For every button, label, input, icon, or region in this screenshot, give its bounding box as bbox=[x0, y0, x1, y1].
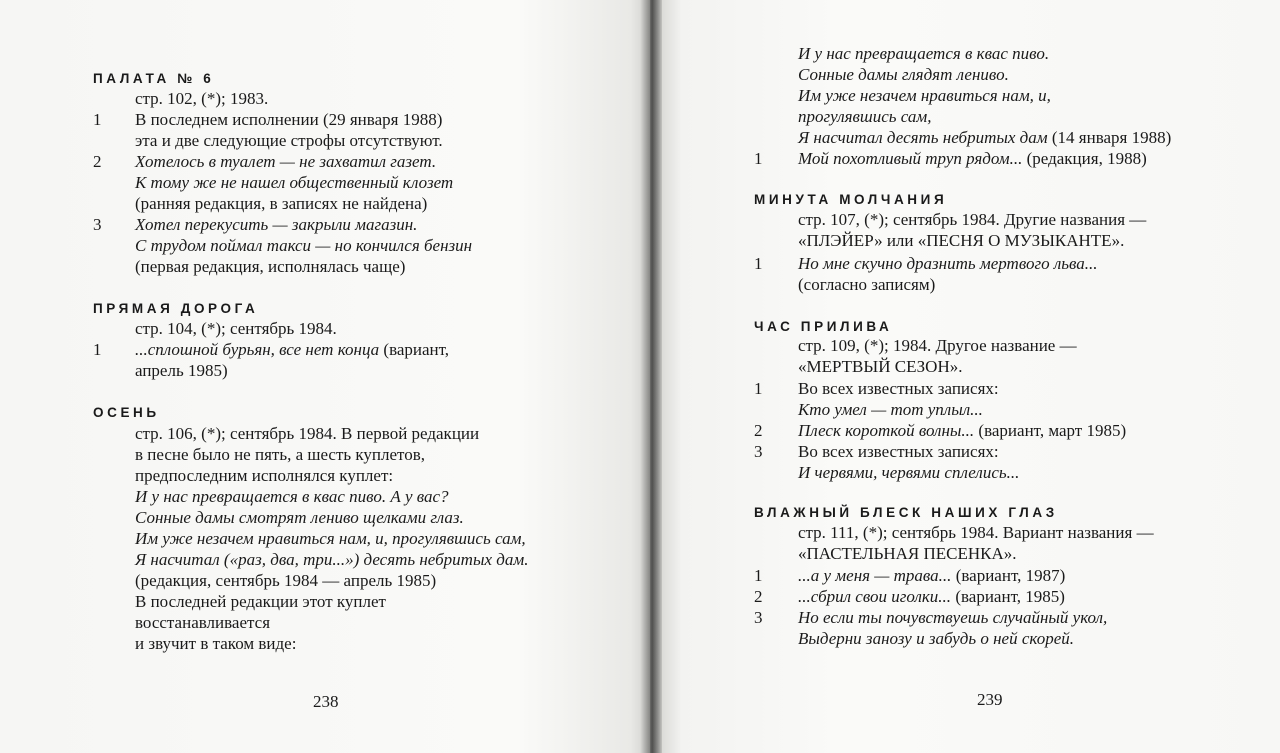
note-annotation: (14 января 1988) bbox=[1047, 128, 1172, 147]
section-meta: стр. 104, (*); сентябрь 1984. bbox=[135, 319, 337, 338]
section-meta: стр. 109, (*); 1984. Другое название — bbox=[798, 336, 1077, 355]
note-text bbox=[798, 587, 1065, 607]
note-text: эта и две следующие строфы отсутствуют. bbox=[135, 131, 443, 150]
note-number: 3 bbox=[754, 442, 763, 461]
note-number: 3 bbox=[754, 608, 763, 627]
note-text bbox=[798, 421, 1126, 441]
section-heading-minuta: МИНУТА МОЛЧАНИЯ bbox=[754, 192, 948, 207]
note-text: апрель 1985) bbox=[135, 361, 228, 380]
section-meta: «ПЛЭЙЕР» или «ПЕСНЯ О МУЗЫКАНТЕ». bbox=[798, 231, 1125, 250]
variant-verse: И червями, червями сплелись... bbox=[798, 463, 1020, 482]
variant-verse: Плеск короткой волны... bbox=[798, 421, 975, 440]
note-text: Во всех известных записях: bbox=[798, 379, 999, 398]
note-number: 2 bbox=[754, 587, 763, 606]
variant-verse: Им уже незачем нравиться нам, и, прогулявшись сам, bbox=[135, 529, 526, 548]
section-text: В последней редакции этот куплет bbox=[135, 592, 386, 611]
section-meta: стр. 111, (*); сентябрь 1984. Вариант названия — bbox=[798, 523, 1154, 542]
section-text: (редакция, сентябрь 1984 — апрель 1985) bbox=[135, 571, 437, 590]
section-text: предпоследним исполнялся куплет: bbox=[135, 466, 394, 485]
variant-verse: ...сбрил свои иголки... bbox=[798, 587, 952, 606]
variant-verse: К тому же не нашел общественный клозет bbox=[135, 173, 454, 192]
variant-verse: Хотел перекусить — закрыли магазин. bbox=[135, 215, 418, 234]
note-number: 2 bbox=[93, 152, 102, 171]
note-text: (первая редакция, исполнялась чаще) bbox=[135, 257, 406, 276]
note-annotation: (редакция, 1988) bbox=[1022, 149, 1147, 168]
note-annotation: (вариант, март 1985) bbox=[974, 421, 1127, 440]
variant-verse: Я насчитал десять небритых дам bbox=[798, 128, 1048, 147]
section-meta: «МЕРТВЫЙ СЕЗОН». bbox=[798, 357, 963, 376]
note-number: 2 bbox=[754, 421, 763, 440]
section-text: и звучит в таком виде: bbox=[135, 634, 297, 653]
note-annotation: (вариант, 1987) bbox=[951, 566, 1066, 585]
variant-verse-line bbox=[798, 128, 1171, 148]
section-heading-vlazhny: ВЛАЖНЫЙ БЛЕСК НАШИХ ГЛАЗ bbox=[754, 505, 1058, 520]
section-heading-palata: ПАЛАТА № 6 bbox=[93, 71, 215, 86]
page-number: 238 bbox=[313, 692, 339, 711]
note-number: 1 bbox=[754, 254, 763, 273]
variant-verse: Выдерни занозу и забудь о ней скорей. bbox=[798, 629, 1075, 648]
note-number: 1 bbox=[93, 340, 102, 359]
note-text: (ранняя редакция, в записях не найдена) bbox=[135, 194, 428, 213]
section-meta: стр. 102, (*); 1983. bbox=[135, 89, 269, 108]
note-number: 1 bbox=[754, 379, 763, 398]
variant-verse: Сонные дамы глядят лениво. bbox=[798, 65, 1009, 84]
note-number: 1 bbox=[754, 566, 763, 585]
book-gutter-shadow bbox=[640, 0, 662, 753]
note-text: В последнем исполнении (29 января 1988) bbox=[135, 110, 443, 129]
section-text: восстанавливается bbox=[135, 613, 271, 632]
section-heading-chas: ЧАС ПРИЛИВА bbox=[754, 319, 893, 334]
note-number: 3 bbox=[93, 215, 102, 234]
note-annotation: (вариант, bbox=[379, 340, 450, 359]
note-text: (согласно записям) bbox=[798, 275, 936, 294]
note-text bbox=[798, 149, 1147, 169]
variant-verse: И у нас превращается в квас пиво. А у вас? bbox=[135, 487, 449, 506]
variant-verse: Кто умел — тот уплыл... bbox=[798, 400, 983, 419]
note-number: 1 bbox=[93, 110, 102, 129]
section-heading-osen: ОСЕНЬ bbox=[93, 405, 160, 420]
section-meta: стр. 106, (*); сентябрь 1984. В первой редакции bbox=[135, 424, 480, 443]
variant-verse: ...а у меня — трава... bbox=[798, 566, 952, 585]
variant-verse: прогулявшись сам, bbox=[798, 107, 932, 126]
variant-verse: Но мне скучно дразнить мертвого льва... bbox=[798, 254, 1098, 273]
variant-verse: Сонные дамы смотрят лениво щелками глаз. bbox=[135, 508, 464, 527]
variant-verse: Мой похотливый труп рядом... bbox=[798, 149, 1023, 168]
section-text: в песне было не пять, а шесть куплетов, bbox=[135, 445, 426, 464]
variant-verse: Хотелось в туалет — не захватил газет. bbox=[135, 152, 437, 171]
variant-verse: Им уже незачем нравиться нам, и, bbox=[798, 86, 1051, 105]
variant-verse: ...сплошной бурьян, все нет конца bbox=[135, 340, 380, 359]
note-text bbox=[798, 566, 1065, 586]
note-text: Во всех известных записях: bbox=[798, 442, 999, 461]
variant-verse: Но если ты почувствуешь случайный укол, bbox=[798, 608, 1108, 627]
note-annotation: (вариант, 1985) bbox=[951, 587, 1065, 606]
variant-verse: Я насчитал («раз, два, три...») десять небритых дам. bbox=[135, 550, 529, 569]
variant-verse: С трудом поймал такси — но кончился бензин bbox=[135, 236, 473, 255]
section-meta: «ПАСТЕЛЬНАЯ ПЕСЕНКА». bbox=[798, 544, 1017, 563]
right-page bbox=[650, 0, 1280, 753]
section-heading-pryamaya: ПРЯМАЯ ДОРОГА bbox=[93, 301, 259, 316]
page-number: 239 bbox=[977, 690, 1003, 709]
note-text bbox=[135, 340, 449, 360]
section-meta: стр. 107, (*); сентябрь 1984. Другие названия — bbox=[798, 210, 1147, 229]
variant-verse: И у нас превращается в квас пиво. bbox=[798, 44, 1050, 63]
note-number: 1 bbox=[754, 149, 763, 168]
